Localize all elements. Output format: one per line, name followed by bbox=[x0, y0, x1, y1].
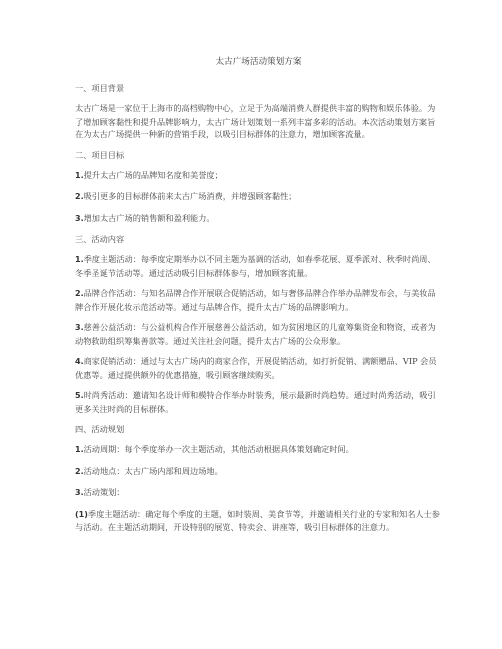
list-item bbox=[75, 443, 442, 457]
item-text: 慈善公益活动：与公益机构合作开展慈善公益活动，如为贫困地区的儿童筹集资金和物资，或者为动物救助组织筹集善款等。通过关注社会问题，提升太古广场的公众形象。 bbox=[75, 322, 436, 346]
list-item bbox=[75, 465, 442, 479]
section-goals bbox=[75, 149, 442, 226]
item-number: 1. bbox=[75, 445, 84, 454]
item-number: 2. bbox=[75, 466, 84, 476]
list-item bbox=[75, 169, 442, 183]
section-planning bbox=[75, 423, 442, 534]
item-number: 3. bbox=[75, 323, 84, 332]
list-item bbox=[75, 287, 442, 313]
item-text: 季度主题活动：确定每个季度的主题，如时装周、美食节等，并邀请相关行业的专家和知名人士参与活动。在主题活动期间，开设特别的展览、特卖会、讲座等，吸引目标群体的注意力。 bbox=[75, 508, 440, 532]
item-text: 提升太古广场的品牌知名度和美誉度； bbox=[83, 169, 223, 180]
item-text: 品牌合作活动：与知名品牌合作开展联合促销活动，如与奢侈品牌合作举办品牌发布会，与美妆品牌合作开展化妆示范活动等。通过与品牌合作，提升太古广场的品牌影响力。 bbox=[75, 288, 436, 312]
item-number: 3. bbox=[75, 488, 84, 497]
item-number: 4. bbox=[75, 357, 84, 366]
list-item bbox=[75, 355, 442, 381]
item-text: 增加太古广场的销售额和盈利能力。 bbox=[83, 212, 215, 223]
item-number: 1. bbox=[75, 255, 84, 264]
item-number: 5. bbox=[75, 391, 84, 400]
list-item bbox=[75, 321, 442, 347]
section-content bbox=[75, 233, 442, 415]
list-item bbox=[75, 190, 442, 204]
section-heading: 二、项目目标 bbox=[75, 149, 125, 160]
item-number: (1) bbox=[75, 509, 88, 519]
item-text: 吸引更多的目标群体前来太古广场消费，并增强顾客黏性； bbox=[83, 191, 297, 201]
item-text: 季度主题活动：每季度定期举办以不同主题为基调的活动，如春季花展、夏季派对、秋季时尚周、冬季圣诞节活动等。通过活动吸引目标群体参与，增加顾客流量。 bbox=[75, 254, 436, 278]
item-text: 活动地点：太古广场内部和周边场地。 bbox=[83, 465, 223, 476]
item-number: 3. bbox=[75, 213, 84, 223]
list-item bbox=[75, 253, 442, 279]
list-item bbox=[75, 212, 442, 226]
section-heading: 三、活动内容 bbox=[75, 234, 125, 244]
list-item bbox=[75, 389, 442, 415]
list-item bbox=[75, 486, 442, 500]
section-heading: 四、活动规划 bbox=[75, 424, 125, 434]
item-text: 时尚秀活动：邀请知名设计师和模特合作举办时装秀，展示最新时尚趋势。通过时尚秀活动，吸引更多关注时尚的目标群体。 bbox=[75, 390, 436, 414]
list-item bbox=[75, 508, 442, 534]
section-background bbox=[75, 82, 442, 141]
item-number: 1. bbox=[75, 170, 84, 180]
document-title: 太古广场活动策划方案 bbox=[215, 57, 302, 67]
paragraph: 太古广场是一家位于上海市的高档购物中心，立足于为高端消费人群提供丰富的购物和娱乐体验。为了增加顾客黏性和提升品牌影响力，太古广场计划策划一系列丰富多彩的活动。本次活动策划方案旨在为太古广场提供一种新的营销手段，以吸引目标群体的注意力，增加顾客流量。 bbox=[75, 103, 436, 139]
section-heading: 一、项目背景 bbox=[75, 83, 125, 93]
item-number: 2. bbox=[75, 192, 84, 201]
item-text: 商家促销活动：通过与太古广场内的商家合作，开展促销活动，如打折促销、满额赠品、VIP 会员优惠等。通过提供额外的优惠措施，吸引顾客继续购买。 bbox=[75, 356, 437, 380]
item-text: 活动周期：每个季度举办一次主题活动，其他活动根据具体策划确定时间。 bbox=[83, 444, 354, 454]
item-number: 2. bbox=[75, 289, 84, 298]
item-text: 活动策划： bbox=[83, 487, 125, 497]
